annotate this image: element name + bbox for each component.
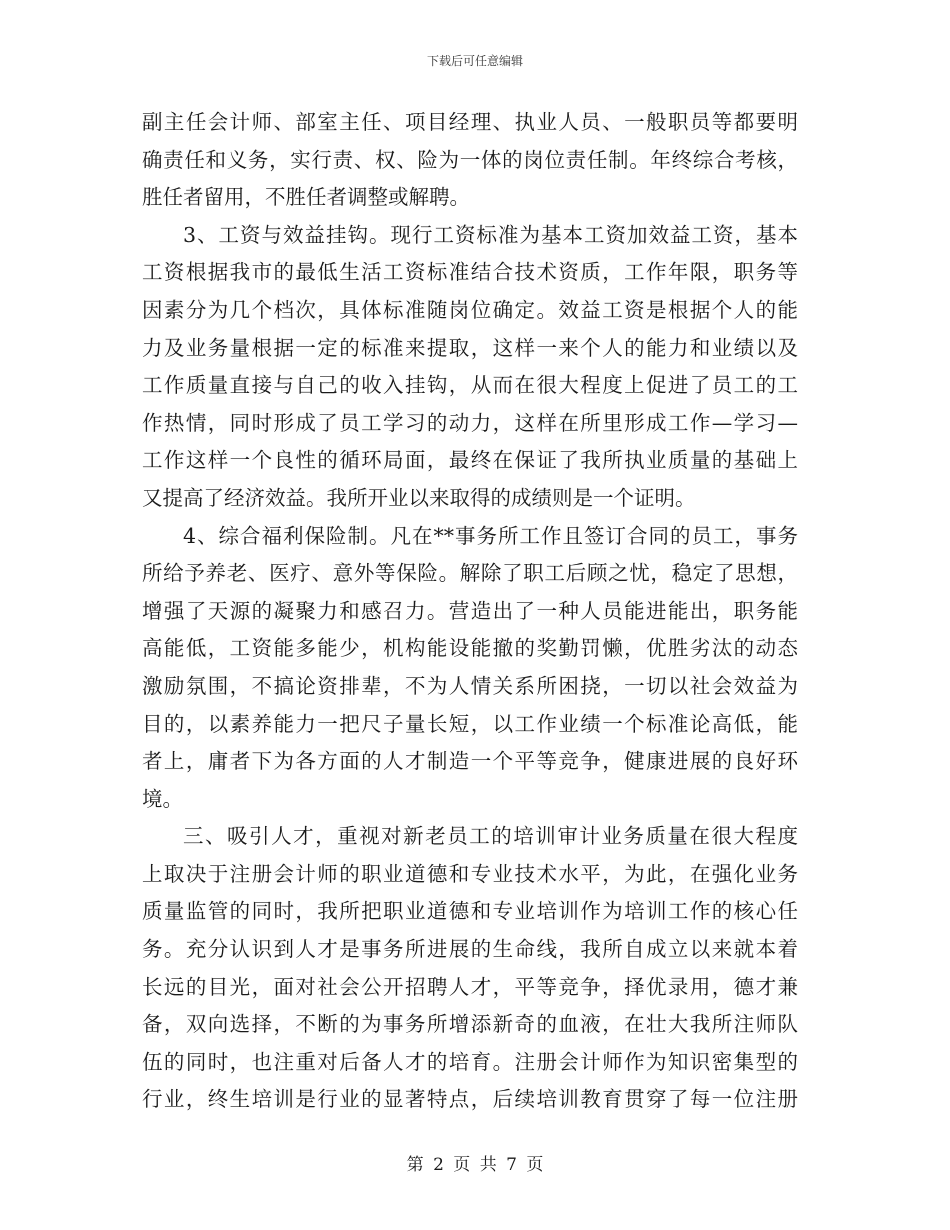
- body-line: 4、综合福利保险制。凡在**事务所工作且签订合同的员工，事务: [183, 523, 798, 548]
- body-line: 激励氛围，不搞论资排辈，不为人情关系所困挠，一切以社会效益为: [142, 673, 798, 698]
- body-line: 副主任会计师、部室主任、项目经理、执业人员、一般职员等都要明: [142, 110, 798, 134]
- body-line: 境。: [142, 786, 183, 811]
- body-line: 上取决于注册会计师的职业道德和专业技术水平，为此，在强化业务: [142, 861, 798, 886]
- body-line: 因素分为几个档次，具体标准随岗位确定。效益工资是根据个人的能: [142, 297, 798, 322]
- body-line: 备，双向选择，不断的为事务所增添新奇的血液，在壮大我所注师队: [142, 1012, 798, 1037]
- body-line: 务。充分认识到人才是事务所进展的生命线，我所自成立以来就本着: [142, 937, 798, 962]
- body-line: 三、吸引人才，重视对新老员工的培训审计业务质量在很大程度: [183, 824, 798, 849]
- body-line: 工资根据我市的最低生活工资标准结合技术资质，工作年限，职务等: [142, 260, 798, 285]
- body-line: 高能低，工资能多能少，机构能设能撤的奖勤罚懒，优胜劣汰的动态: [142, 636, 798, 661]
- body-line: 行业，终生培训是行业的显著特点，后续培训教育贯穿了每一位注册: [142, 1087, 798, 1112]
- body-line: 工作这样一个良性的循环局面，最终在保证了我所执业质量的基础上: [142, 448, 798, 473]
- body-line: 工作质量直接与自己的收入挂钩，从而在很大程度上促进了员工的工: [142, 373, 798, 398]
- body-line: 长远的目光，面对社会公开招聘人才，平等竞争，择优录用，德才兼: [142, 974, 798, 999]
- body-line: 又提高了经济效益。我所开业以来取得的成绩则是一个证明。: [142, 485, 696, 510]
- body-line: 确责任和义务，实行责、权、险为一体的岗位责任制。年终综合考核，: [142, 147, 798, 172]
- body-line: 胜任者留用，不胜任者调整或解聘。: [142, 185, 470, 210]
- body-line: 者上，庸者下为各方面的人才制造一个平等竞争，健康进展的良好环: [142, 749, 798, 774]
- body-line: 所给予养老、医疗、意外等保险。解除了职工后顾之忧，稳定了思想，: [142, 561, 798, 586]
- body-line: 3、工资与效益挂钩。现行工资标准为基本工资加效益工资，基本: [183, 222, 798, 247]
- page-number-footer: 第 2 页 共 7 页: [406, 1155, 544, 1175]
- document-body: [142, 104, 798, 1119]
- page-header-note: 下载后可任意编辑: [426, 54, 523, 68]
- body-line: 伍的同时，也注重对后备人才的培育。注册会计师作为知识密集型的: [142, 1049, 798, 1074]
- body-line: 目的，以素养能力一把尺子量长短，以工作业绩一个标准论高低，能: [142, 711, 798, 736]
- body-line: 质量监管的同时，我所把职业道德和专业培训作为培训工作的核心任: [142, 899, 798, 924]
- body-line: 力及业务量根据一定的标准来提取，这样一来个人的能力和业绩以及: [142, 335, 798, 360]
- body-line: 增强了天源的凝聚力和感召力。营造出了一种人员能进能出，职务能: [142, 598, 798, 623]
- body-line: 作热情，同时形成了员工学习的动力，这样在所里形成工作—学习—: [142, 410, 798, 435]
